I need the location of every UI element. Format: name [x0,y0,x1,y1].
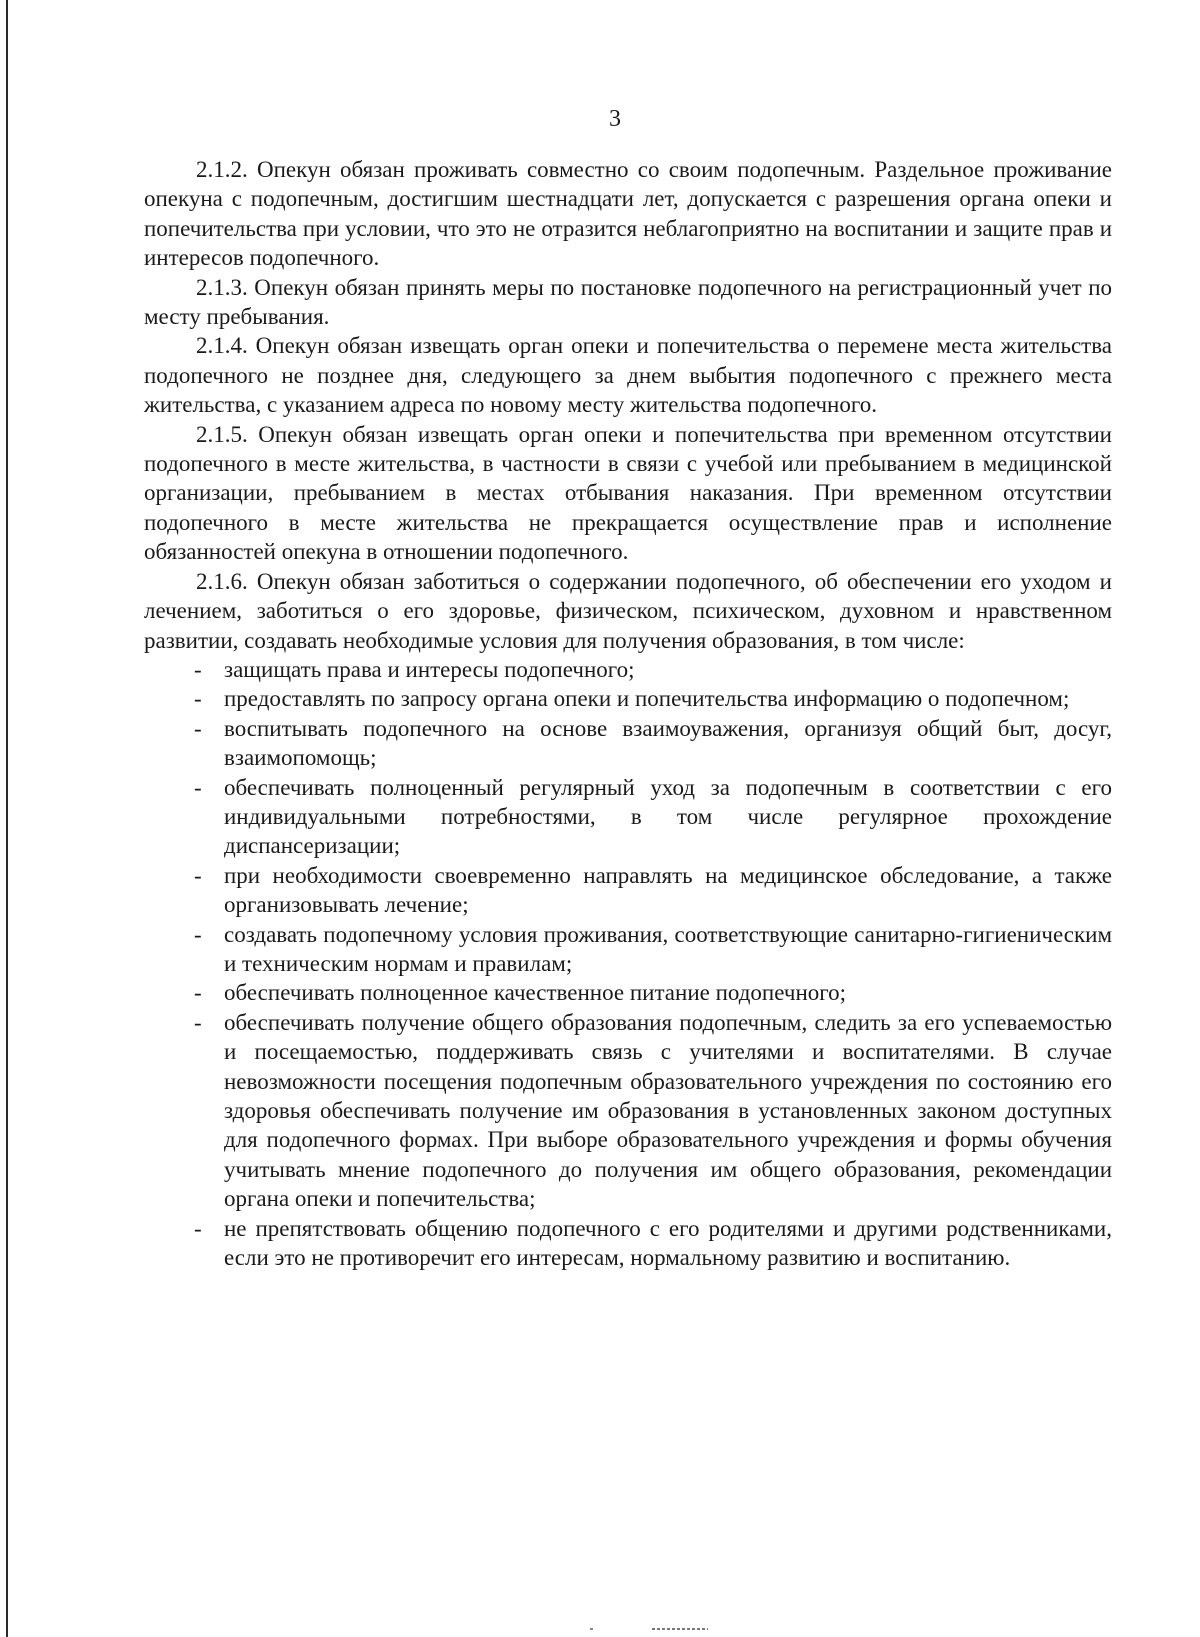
list-item-text: обеспечивать полноценное качественное питание подопечного; [224,980,846,1006]
duties-list [144,655,1112,1273]
list-item-text: обеспечивать получение общего образования подопечным, следить за его успеваемостью и посещаемостью, поддерживать связь с учителями и воспитателями. В случае невозможности посещения подопечным образовательного учреждения по состоянию его здоровья обеспечивать получение им образования в установленных законом доступных для подопечного формах. При выборе образовательного учреждения и формы обучения учитывать мнение подопечного до получения им общего образования, рекомендации органа опеки и попечительства; [224,1009,1112,1212]
list-bullet: - [194,715,202,741]
scan-artifact-line [652,1628,708,1630]
paragraph-2-1-5: 2.1.5. Опекун обязан извещать орган опеки и попечительства при временном отсутствии подопечного в месте жительства, в частности в связи с учебой или пребыванием в медицинской организации, пребыванием в местах отбывания наказания. При временном отсутствии подопечного в месте жительства не прекращается осуществление прав и исполнение обязанностей опекуна в отношении подопечного. [144,421,1112,565]
scan-artifact-dot [590,1628,593,1630]
list-bullet: - [194,686,202,712]
list-bullet: - [194,656,202,682]
list-item-text: предоставлять по запросу органа опеки и попечительства информацию о подопечном; [224,686,1070,712]
list-bullet: - [194,1009,202,1035]
paragraph-2-1-2: 2.1.2. Опекун обязан проживать совместно со своим подопечным. Раздельное проживание опекуна с подопечным, достигшим шестнадцати лет, допускается с разрешения органа опеки и попечительства при условии, что это не отразится неблагоприятно на воспитании и защите прав и интересов подопечного. [144,157,1112,271]
list-item [194,1214,1112,1273]
list-item [194,655,1112,684]
list-item-text: обеспечивать полноценный регулярный уход за подопечным в соответствии с его индивидуальными потребностями, в том числе регулярное прохождение диспансеризации; [224,774,1112,859]
paragraph-2-1-3: 2.1.3. Опекун обязан принять меры по постановке подопечного на регистрационный учет по месту пребывания. [144,274,1112,330]
list-item [194,1008,1112,1214]
paragraph-2-1-4: 2.1.4. Опекун обязан извещать орган опеки и попечительства о перемене места жительства подопечного не позднее дня, следующего за днем выбытия подопечного с прежнего места жительства, с указанием адреса по новому месту жительства подопечного. [144,333,1112,418]
list-item-text: при необходимости своевременно направлять на медицинское обследование, а также организовывать лечение; [224,862,1112,918]
scan-edge-line [6,0,8,1637]
list-bullet: - [194,774,202,800]
page-number: 3 [609,106,621,132]
list-bullet: - [194,862,202,888]
list-item-text: создавать подопечному условия проживания, соответствующие санитарно-гигиеническим и техническим нормам и правилам; [224,921,1112,976]
list-bullet: - [194,1215,202,1241]
list-item [194,920,1112,979]
list-item-text: не препятствовать общению подопечного с его родителями и другими родственниками, если это не противоречит его интересам, нормальному развитию и воспитанию. [224,1215,1112,1271]
list-item [194,773,1112,861]
document-body [144,155,1112,1272]
list-item-text: защищать права и интересы подопечного; [224,656,635,682]
list-bullet: - [194,921,202,947]
list-item [194,978,1112,1007]
list-bullet: - [194,980,202,1006]
paragraph-2-1-6: 2.1.6. Опекун обязан заботиться о содержании подопечного, об обеспечении его уходом и лечением, заботиться о его здоровье, физическом, психическом, духовном и нравственном развитии, создавать необходимые условия для получения образования, в том числе: [144,568,1112,653]
list-item [194,684,1112,713]
list-item-text: воспитывать подопечного на основе взаимоуважения, организуя общий быт, досуг, взаимопомощь; [224,715,1112,771]
list-item [194,714,1112,773]
list-item [194,861,1112,920]
